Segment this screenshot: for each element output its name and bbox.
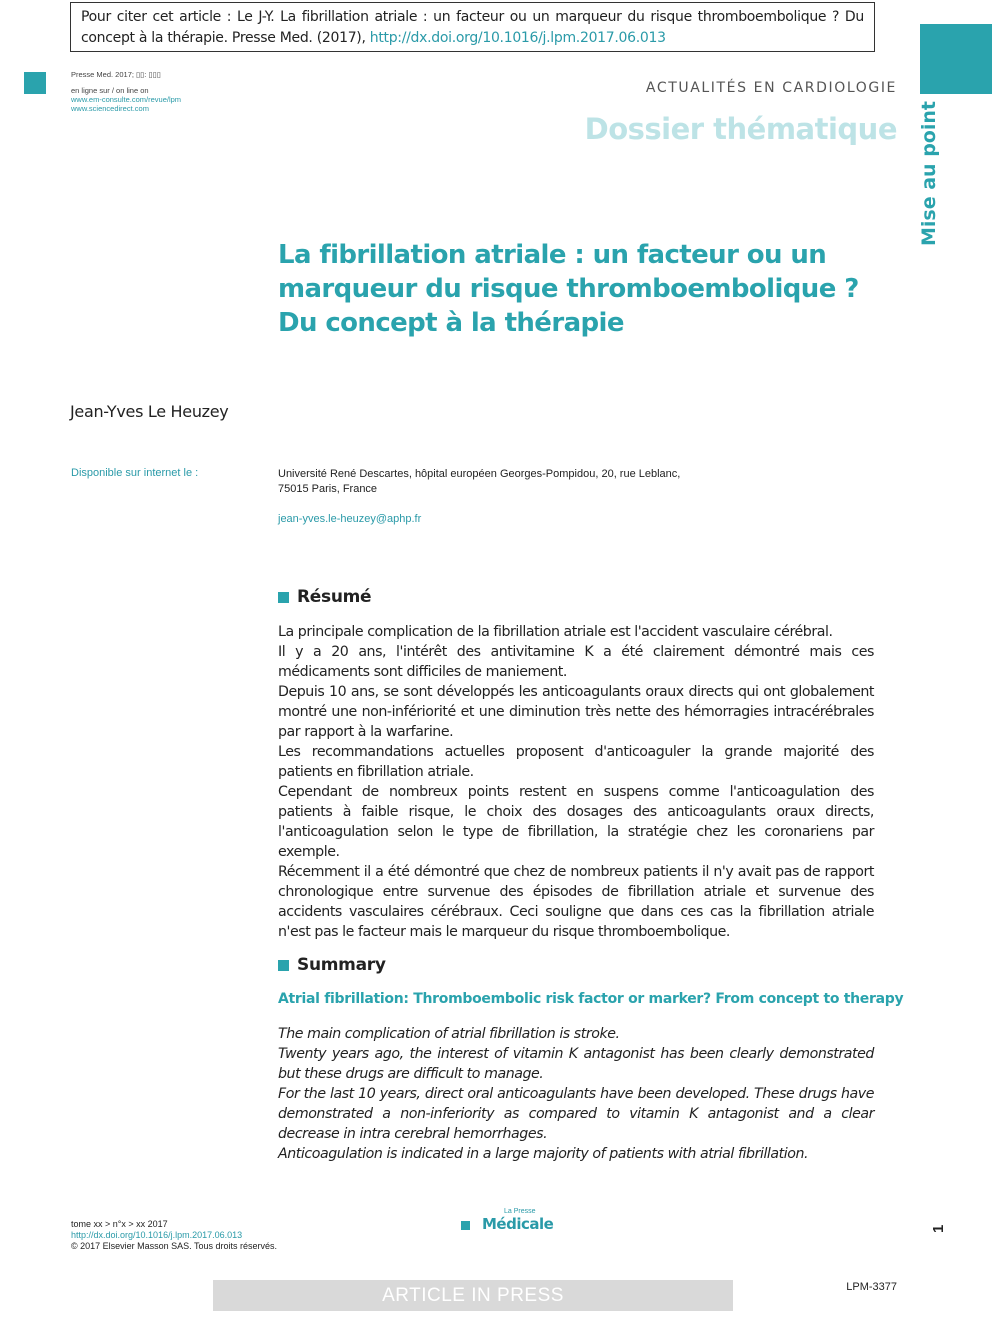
resume-body	[278, 622, 874, 942]
affiliation-line-2: 75015 Paris, France	[278, 483, 378, 495]
summary-heading	[278, 955, 386, 975]
online-label: en ligne sur / on line on	[71, 86, 149, 95]
dossier-label: Dossier thématique	[584, 112, 897, 146]
resume-heading-label: Résumé	[297, 587, 372, 607]
summary-paragraph: The main complication of atrial fibrillation is stroke.	[278, 1026, 620, 1042]
article-title: La fibrillation atriale : un facteur ou un marqueur du risque thromboembolique ? Du concept à la thérapie	[278, 240, 859, 338]
corner-color-block	[920, 24, 992, 94]
citation-box	[70, 2, 875, 52]
logo-big-text: Médicale	[482, 1215, 554, 1233]
em-consulte-link[interactable]: www.em-consulte.com/revue/lpm	[71, 95, 182, 104]
resume-paragraph: Cependant de nombreux points restent en suspens comme l'anticoagulation des patients à faible risque, le choix des dosages des anticoagulants oraux directs, l'anticoagulation selon le type de fibrillation, la stratégie chez les coronariens par exemple.	[278, 784, 874, 860]
affiliation	[278, 467, 698, 497]
resume-paragraph: Récemment il a été démontré que chez de nombreux patients il n'y avait pas de rapport chronologique entre survenue des épisodes de fibrillation atriale et survenue des accidents vasculaires cérébraux. Ceci souligne que dans ces cas la fibrillation atriale n'est pas le facteur mais le marqueur du risque thromboembolique.	[278, 864, 874, 940]
article-in-press-bar: ARTICLE IN PRESS	[213, 1280, 733, 1311]
logo-square-icon	[461, 1221, 470, 1230]
footer-copyright: © 2017 Elsevier Masson SAS. Tous droits réservés.	[71, 1241, 278, 1251]
summary-body	[278, 1024, 874, 1164]
summary-heading-label: Summary	[297, 955, 386, 975]
journal-issue: Presse Med. 2017; ▯▯: ▯▯▯	[71, 70, 161, 79]
logo-small-text: La Presse	[504, 1208, 536, 1215]
journal-square-mark	[24, 72, 46, 94]
sciencedirect-link[interactable]: www.sciencedirect.com	[71, 104, 149, 113]
summary-paragraph: Twenty years ago, the interest of vitamin K antagonist has been clearly demonstrated but these drugs are difficult to manage.	[278, 1046, 874, 1082]
article-id: LPM-3377	[846, 1281, 897, 1293]
article-author: Jean-Yves Le Heuzey	[70, 402, 229, 421]
heading-square-icon	[278, 960, 289, 971]
journal-meta	[71, 70, 181, 113]
resume-heading	[278, 587, 371, 607]
affiliation-line-1: Université René Descartes, hôpital européen Georges-Pompidou, 20, rue Leblanc,	[278, 468, 681, 480]
summary-paragraph: Anticoagulation is indicated in a large majority of patients with atrial fibrillation.	[278, 1146, 809, 1162]
author-email[interactable]: jean-yves.le-heuzey@aphp.fr	[278, 513, 422, 525]
footer-info	[71, 1219, 277, 1252]
citation-doi-link[interactable]: http://dx.doi.org/10.1016/j.lpm.2017.06.013	[369, 30, 666, 46]
heading-square-icon	[278, 592, 289, 603]
resume-paragraph: Les recommandations actuelles proposent d'anticoaguler la grande majorité des patients en fibrillation atriale.	[278, 744, 874, 780]
resume-paragraph: La principale complication de la fibrillation atriale est l'accident vasculaire cérébral.	[278, 624, 833, 640]
citation-text: Pour citer cet article : Le J-Y. La fibrillation atriale : un facteur ou un marqueur du risque thromboembolique ? Du concept à la thérapie. Presse Med. (2017),	[81, 9, 864, 46]
journal-logo	[461, 1208, 553, 1233]
section-label: ACTUALITÉS EN CARDIOLOGIE	[645, 80, 897, 96]
summary-title: Atrial fibrillation: Thromboembolic risk factor or marker? From concept to therapy	[278, 991, 904, 1007]
footer-tome: tome xx > n°x > xx 2017	[71, 1219, 168, 1229]
summary-paragraph: For the last 10 years, direct oral anticoagulants have been developed. These drugs have demonstrated a non-inferiority as compared to vitamin K antagonist and a clear decrease in intra cerebral hemorrhages.	[278, 1086, 874, 1142]
footer-doi-link[interactable]: http://dx.doi.org/10.1016/j.lpm.2017.06.013	[71, 1230, 243, 1240]
available-label: Disponible sur internet le :	[71, 467, 199, 479]
resume-paragraph: Depuis 10 ans, se sont développés les anticoagulants oraux directs qui ont globalement montré une non-infériorité et une diminution très nette des hémorragies intracérébrales par rapport à la warfarine.	[278, 684, 874, 740]
side-tab-label: Mise au point	[918, 101, 940, 246]
page-number: 1	[930, 1224, 947, 1233]
resume-paragraph: Il y a 20 ans, l'intérêt des antivitamine K a été clairement démontré mais ces médicaments sont difficiles de maniement.	[278, 644, 874, 680]
